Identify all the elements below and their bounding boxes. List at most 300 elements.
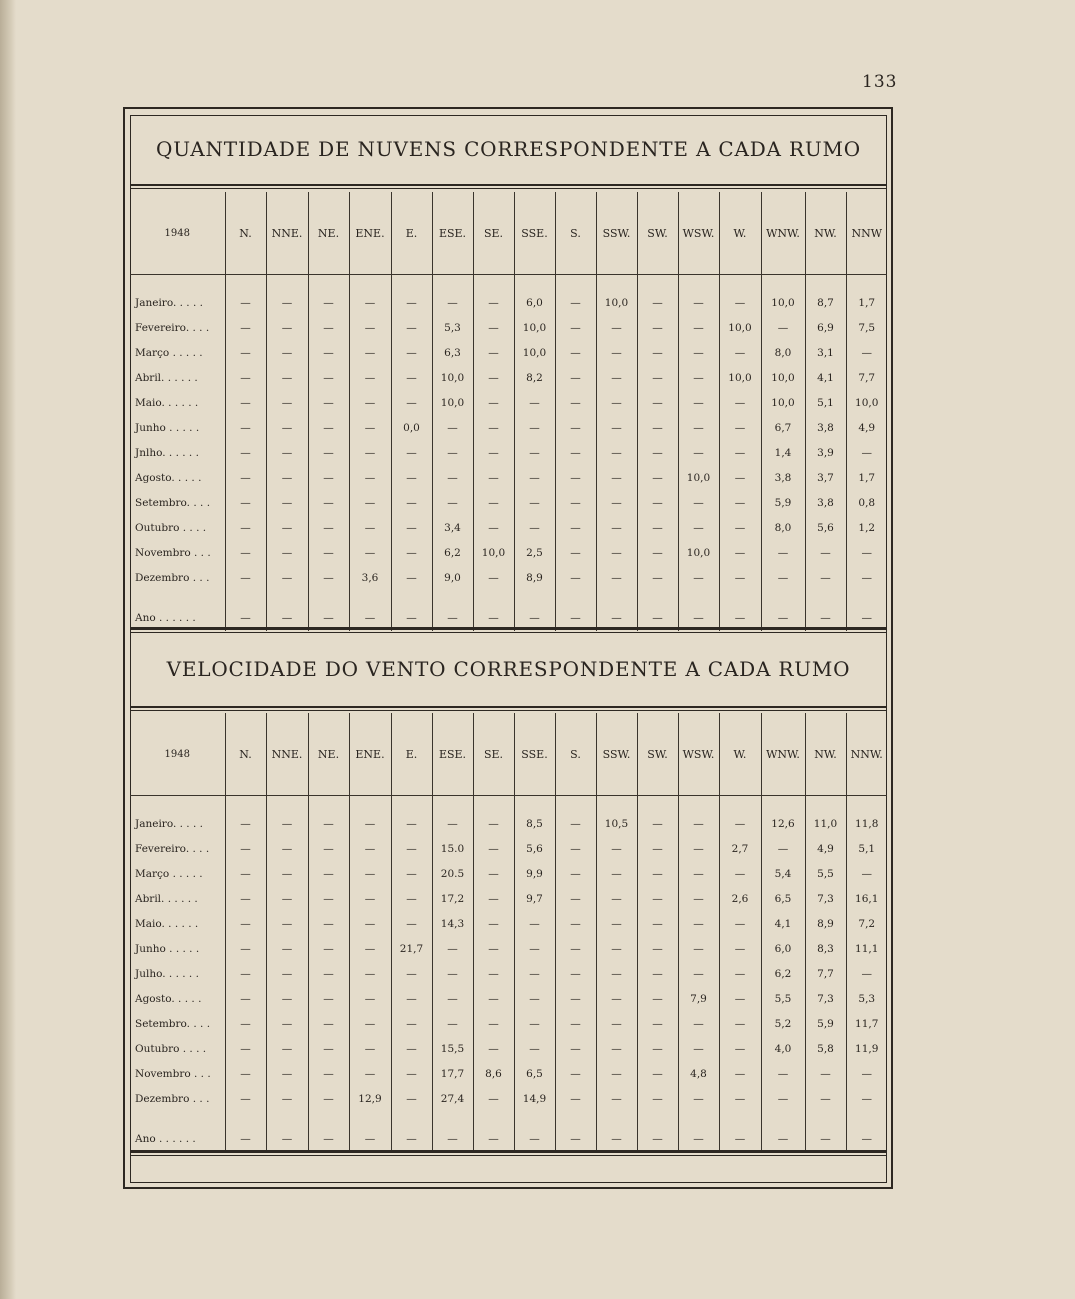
table-row — [130, 1011, 887, 1036]
value-cell: — — [719, 465, 761, 490]
value-cell: — — [846, 861, 887, 886]
value-cell: — — [225, 465, 266, 490]
value-cell: 7,3 — [805, 986, 846, 1011]
value-cell: 7,9 — [678, 986, 719, 1011]
cloud-amount-table — [130, 192, 887, 631]
value-cell: 6,3 — [432, 340, 473, 365]
value-cell: — — [308, 390, 349, 415]
value-cell: — — [805, 1086, 846, 1111]
value-cell: — — [514, 440, 555, 465]
value-cell: 20.5 — [432, 861, 473, 886]
direction-header: NE. — [308, 192, 349, 275]
table-row — [130, 390, 887, 415]
value-cell: — — [266, 465, 308, 490]
value-cell: — — [308, 540, 349, 565]
value-cell: — — [266, 1126, 308, 1152]
value-cell: 3,9 — [805, 440, 846, 465]
value-cell: — — [719, 961, 761, 986]
value-cell: — — [432, 490, 473, 515]
value-cell: — — [596, 540, 637, 565]
value-cell: — — [349, 911, 391, 936]
value-cell: 11,0 — [805, 811, 846, 836]
value-cell: — — [761, 540, 805, 565]
value-cell: 1,4 — [761, 440, 805, 465]
table-row — [130, 440, 887, 465]
value-cell: — — [349, 465, 391, 490]
value-cell: — — [555, 515, 596, 540]
value-cell: 10,0 — [514, 340, 555, 365]
value-cell: — — [555, 465, 596, 490]
value-cell: — — [225, 1086, 266, 1111]
value-cell: — — [555, 836, 596, 861]
direction-header: NE. — [308, 713, 349, 796]
value-cell: — — [678, 1011, 719, 1036]
value-cell: — — [432, 415, 473, 440]
value-cell: 4,9 — [846, 415, 887, 440]
value-cell: — — [555, 565, 596, 590]
direction-header: NNE. — [266, 713, 308, 796]
value-cell: — — [555, 540, 596, 565]
value-cell: 7,7 — [805, 961, 846, 986]
value-cell: — — [473, 861, 514, 886]
value-cell: — — [225, 886, 266, 911]
value-cell: — — [514, 465, 555, 490]
value-cell: — — [805, 565, 846, 590]
value-cell: — — [678, 911, 719, 936]
value-cell: — — [391, 886, 432, 911]
rule — [130, 1150, 887, 1153]
value-cell: — — [349, 1011, 391, 1036]
value-cell: — — [225, 936, 266, 961]
value-cell: 10,0 — [761, 365, 805, 390]
value-cell: — — [637, 540, 678, 565]
direction-header: W. — [719, 192, 761, 275]
spacer-row — [130, 796, 887, 812]
value-cell: 17,7 — [432, 1061, 473, 1086]
value-cell: — — [719, 1011, 761, 1036]
month-label: Janeiro. . . . . — [135, 817, 203, 830]
value-cell: 5,9 — [761, 490, 805, 515]
value-cell: — — [308, 811, 349, 836]
value-cell: — — [596, 490, 637, 515]
value-cell: — — [266, 836, 308, 861]
value-cell: — — [596, 1011, 637, 1036]
value-cell: — — [596, 886, 637, 911]
direction-header: NNW — [846, 192, 887, 275]
direction-header: ESE. — [432, 713, 473, 796]
value-cell: — — [391, 515, 432, 540]
value-cell: — — [555, 290, 596, 315]
month-label: Fevereiro. . . . — [135, 321, 210, 334]
value-cell: — — [308, 1126, 349, 1152]
value-cell: — — [432, 290, 473, 315]
value-cell: — — [805, 1126, 846, 1152]
value-cell: — — [308, 911, 349, 936]
value-cell: — — [596, 1061, 637, 1086]
rule — [130, 184, 887, 186]
value-cell: — — [514, 605, 555, 631]
value-cell: 10,5 — [596, 811, 637, 836]
value-cell: 5,3 — [846, 986, 887, 1011]
value-cell: — — [678, 390, 719, 415]
month-label: Ano . . . . . . — [135, 612, 196, 624]
value-cell: — — [719, 936, 761, 961]
value-cell: 16,1 — [846, 886, 887, 911]
value-cell: — — [473, 465, 514, 490]
value-cell: 5,8 — [805, 1036, 846, 1061]
value-cell: 15.0 — [432, 836, 473, 861]
value-cell: — — [555, 936, 596, 961]
value-cell: — — [266, 440, 308, 465]
value-cell: — — [846, 540, 887, 565]
value-cell: — — [308, 340, 349, 365]
value-cell: 2,5 — [514, 540, 555, 565]
value-cell: — — [555, 911, 596, 936]
value-cell: — — [473, 1036, 514, 1061]
rule — [130, 1155, 887, 1156]
value-cell: 10,0 — [432, 365, 473, 390]
value-cell: — — [349, 440, 391, 465]
value-cell: 4,0 — [761, 1036, 805, 1061]
month-label: Agosto. . . . . — [135, 471, 202, 484]
value-cell: — — [391, 390, 432, 415]
value-cell: — — [846, 1126, 887, 1152]
table1-title: QUANTIDADE DE NUVENS CORRESPONDENTE A CADA RUMO — [156, 137, 861, 161]
value-cell: — — [391, 961, 432, 986]
value-cell: 3,1 — [805, 340, 846, 365]
value-cell: 0,0 — [391, 415, 432, 440]
table-row — [130, 861, 887, 886]
direction-header: ENE. — [349, 192, 391, 275]
direction-header: WNW. — [761, 713, 805, 796]
value-cell: — — [761, 1086, 805, 1111]
value-cell: — — [719, 340, 761, 365]
value-cell: — — [514, 515, 555, 540]
value-cell: — — [225, 340, 266, 365]
value-cell: — — [308, 861, 349, 886]
table-row — [130, 1086, 887, 1111]
value-cell: — — [596, 365, 637, 390]
table-row — [130, 886, 887, 911]
value-cell: — — [266, 340, 308, 365]
value-cell: 12,6 — [761, 811, 805, 836]
value-cell: — — [678, 565, 719, 590]
value-cell: 8,6 — [473, 1061, 514, 1086]
value-cell: 4,1 — [761, 911, 805, 936]
value-cell: — — [349, 936, 391, 961]
value-cell: — — [225, 605, 266, 631]
value-cell: — — [266, 315, 308, 340]
value-cell: — — [473, 811, 514, 836]
value-cell: — — [596, 1126, 637, 1152]
value-cell: 11,1 — [846, 936, 887, 961]
value-cell: 5,6 — [514, 836, 555, 861]
value-cell: — — [637, 465, 678, 490]
value-cell: — — [391, 986, 432, 1011]
value-cell: — — [637, 565, 678, 590]
value-cell: — — [473, 886, 514, 911]
value-cell: 10,0 — [514, 315, 555, 340]
value-cell: — — [637, 911, 678, 936]
value-cell: — — [473, 986, 514, 1011]
value-cell: 8,7 — [805, 290, 846, 315]
value-cell: — — [719, 540, 761, 565]
value-cell: — — [637, 986, 678, 1011]
value-cell: — — [637, 936, 678, 961]
value-cell: — — [637, 1011, 678, 1036]
direction-header: NW. — [805, 192, 846, 275]
value-cell: 6,5 — [761, 886, 805, 911]
value-cell: — — [805, 605, 846, 631]
value-cell: 8,0 — [761, 340, 805, 365]
value-cell: — — [225, 390, 266, 415]
value-cell: — — [719, 1036, 761, 1061]
value-cell: — — [555, 605, 596, 631]
value-cell: 5,4 — [761, 861, 805, 886]
direction-header: NW. — [805, 713, 846, 796]
value-cell: — — [719, 861, 761, 886]
value-cell: — — [719, 605, 761, 631]
value-cell: — — [391, 861, 432, 886]
value-cell: 14,9 — [514, 1086, 555, 1111]
value-cell: 2,7 — [719, 836, 761, 861]
value-cell: — — [349, 1126, 391, 1152]
month-label: Fevereiro. . . . — [135, 842, 210, 855]
book-gutter — [0, 0, 16, 1299]
value-cell: 10,0 — [846, 390, 887, 415]
value-cell: — — [225, 415, 266, 440]
value-cell: — — [266, 1086, 308, 1111]
value-cell: — — [225, 861, 266, 886]
value-cell: — — [555, 1086, 596, 1111]
value-cell: 10,0 — [432, 390, 473, 415]
month-label: Outubro . . . . — [135, 1042, 207, 1055]
value-cell: — — [225, 365, 266, 390]
value-cell: 3,8 — [805, 490, 846, 515]
value-cell: — — [514, 1036, 555, 1061]
value-cell: 5,3 — [432, 315, 473, 340]
value-cell: 17,2 — [432, 886, 473, 911]
value-cell: — — [266, 986, 308, 1011]
rule — [130, 632, 887, 633]
value-cell: — — [637, 490, 678, 515]
direction-header: SSW. — [596, 713, 637, 796]
value-cell: — — [846, 1061, 887, 1086]
value-cell: — — [391, 315, 432, 340]
month-label: Julho. . . . . . — [135, 967, 199, 980]
value-cell: — — [349, 540, 391, 565]
value-cell: — — [225, 540, 266, 565]
value-cell: 10,0 — [719, 365, 761, 390]
value-cell: — — [308, 315, 349, 340]
value-cell: — — [637, 836, 678, 861]
value-cell: — — [473, 515, 514, 540]
value-cell: — — [391, 1011, 432, 1036]
value-cell: — — [514, 1011, 555, 1036]
value-cell: — — [473, 315, 514, 340]
value-cell: — — [719, 1126, 761, 1152]
value-cell: — — [846, 1086, 887, 1111]
value-cell: — — [678, 936, 719, 961]
value-cell: — — [761, 1061, 805, 1086]
value-cell: — — [678, 605, 719, 631]
value-cell: — — [391, 465, 432, 490]
value-cell: — — [555, 440, 596, 465]
value-cell: — — [719, 515, 761, 540]
value-cell: — — [596, 605, 637, 631]
value-cell: — — [473, 961, 514, 986]
value-cell: — — [514, 1126, 555, 1152]
value-cell: — — [391, 1036, 432, 1061]
value-cell: — — [555, 886, 596, 911]
value-cell: — — [473, 440, 514, 465]
rule — [130, 710, 887, 711]
spacer-row — [130, 1111, 887, 1126]
table-row — [130, 465, 887, 490]
value-cell: — — [719, 490, 761, 515]
value-cell: — — [225, 1036, 266, 1061]
value-cell: 9,7 — [514, 886, 555, 911]
spacer-row — [130, 275, 887, 291]
value-cell: 7,2 — [846, 911, 887, 936]
value-cell: 7,7 — [846, 365, 887, 390]
value-cell: — — [637, 1086, 678, 1111]
month-label: Abril. . . . . . — [135, 892, 198, 905]
value-cell: — — [349, 886, 391, 911]
value-cell: 5,1 — [846, 836, 887, 861]
value-cell: 10,0 — [761, 390, 805, 415]
value-cell: — — [225, 1126, 266, 1152]
value-cell: — — [349, 390, 391, 415]
value-cell: — — [719, 911, 761, 936]
direction-header: ENE. — [349, 713, 391, 796]
year-header: 1948 — [130, 713, 225, 796]
value-cell: — — [473, 565, 514, 590]
month-label: Setembro. . . . — [135, 1017, 211, 1030]
value-cell: — — [719, 986, 761, 1011]
direction-header: SW. — [637, 192, 678, 275]
value-cell: — — [678, 340, 719, 365]
value-cell: 10,0 — [719, 315, 761, 340]
value-cell: — — [391, 911, 432, 936]
value-cell: 1,7 — [846, 290, 887, 315]
value-cell: 8,3 — [805, 936, 846, 961]
value-cell: 10,0 — [678, 540, 719, 565]
month-label: Março . . . . . — [135, 867, 203, 880]
value-cell: — — [678, 440, 719, 465]
value-cell: — — [473, 415, 514, 440]
value-cell: — — [308, 1011, 349, 1036]
value-cell: — — [391, 365, 432, 390]
value-cell: — — [678, 315, 719, 340]
value-cell: 3,8 — [805, 415, 846, 440]
value-cell: — — [637, 1061, 678, 1086]
value-cell: 6,2 — [432, 540, 473, 565]
value-cell: — — [761, 565, 805, 590]
value-cell: — — [473, 365, 514, 390]
value-cell: — — [266, 365, 308, 390]
table-row — [130, 565, 887, 590]
value-cell: — — [349, 415, 391, 440]
value-cell: — — [555, 365, 596, 390]
table-row — [130, 315, 887, 340]
month-label: Novembro . . . — [135, 546, 211, 559]
value-cell: — — [266, 1011, 308, 1036]
value-cell: — — [719, 811, 761, 836]
value-cell: — — [473, 1086, 514, 1111]
value-cell: — — [637, 390, 678, 415]
value-cell: — — [555, 415, 596, 440]
value-cell: 8,9 — [805, 911, 846, 936]
value-cell: — — [473, 290, 514, 315]
value-cell: — — [637, 515, 678, 540]
value-cell: — — [266, 540, 308, 565]
value-cell: — — [678, 290, 719, 315]
value-cell: — — [719, 440, 761, 465]
value-cell: 8,5 — [514, 811, 555, 836]
value-cell: — — [225, 315, 266, 340]
direction-header: NNW. — [846, 713, 887, 796]
value-cell: — — [637, 811, 678, 836]
value-cell: — — [432, 465, 473, 490]
table-row — [130, 540, 887, 565]
value-cell: — — [349, 340, 391, 365]
value-cell: — — [555, 961, 596, 986]
value-cell: — — [596, 936, 637, 961]
value-cell: — — [555, 811, 596, 836]
value-cell: — — [308, 1086, 349, 1111]
rule — [130, 627, 887, 630]
value-cell: — — [391, 1126, 432, 1152]
value-cell: — — [349, 490, 391, 515]
value-cell: — — [432, 605, 473, 631]
value-cell: — — [432, 936, 473, 961]
value-cell: — — [266, 490, 308, 515]
value-cell: — — [225, 911, 266, 936]
direction-header: SSE. — [514, 713, 555, 796]
value-cell: — — [761, 315, 805, 340]
value-cell: 12,9 — [349, 1086, 391, 1111]
rule — [130, 706, 887, 708]
value-cell: 27,4 — [432, 1086, 473, 1111]
value-cell: — — [846, 440, 887, 465]
direction-header: ESE. — [432, 192, 473, 275]
value-cell: — — [473, 1126, 514, 1152]
value-cell: 11,7 — [846, 1011, 887, 1036]
page-number: 133 — [862, 72, 898, 92]
value-cell: 10,0 — [596, 290, 637, 315]
value-cell: — — [266, 1036, 308, 1061]
table2-title: VELOCIDADE DO VENTO CORRESPONDENTE A CADA RUMO — [166, 657, 851, 681]
value-cell: 6,9 — [805, 315, 846, 340]
value-cell: — — [596, 465, 637, 490]
value-cell: — — [349, 1036, 391, 1061]
value-cell: 3,6 — [349, 565, 391, 590]
value-cell: — — [473, 340, 514, 365]
month-label: Outubro . . . . — [135, 521, 207, 534]
value-cell: — — [678, 365, 719, 390]
value-cell: 11,8 — [846, 811, 887, 836]
value-cell: — — [719, 290, 761, 315]
value-cell: 4,1 — [805, 365, 846, 390]
value-cell: 5,2 — [761, 1011, 805, 1036]
value-cell: — — [308, 465, 349, 490]
value-cell: — — [514, 911, 555, 936]
table-row — [130, 365, 887, 390]
value-cell: 6,7 — [761, 415, 805, 440]
value-cell: — — [678, 886, 719, 911]
value-cell: — — [266, 515, 308, 540]
